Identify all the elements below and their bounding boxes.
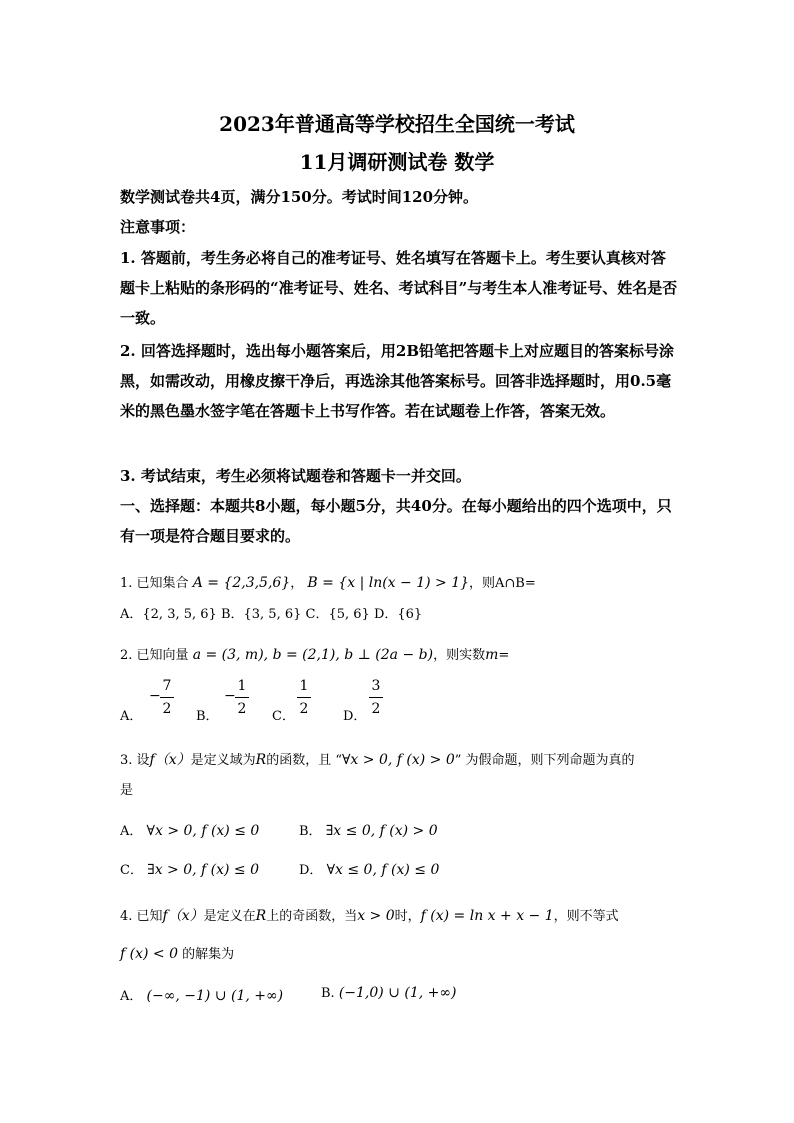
q1-line: [120, 572, 536, 591]
q4-text-c: 上的奇函数，当: [266, 909, 358, 924]
exam-title: 2023年普通高等学校招生全国统一考试: [219, 112, 575, 136]
q3-option-b-label: B．: [299, 824, 322, 839]
notice-title: 注意事项：: [120, 218, 196, 236]
q3-line-2: 是: [120, 783, 134, 798]
q4-text-2: 的解集为: [182, 947, 235, 962]
q1-prefix: 1. 已知集合: [120, 576, 189, 591]
intro-text: 数学测试卷共4页，满分150分。考试时间120分钟。: [120, 188, 479, 206]
q2-b-numerator: 1: [237, 678, 247, 694]
q3-option-d-expr: ∀x ≤ 0, f (x) ≤ 0: [326, 862, 440, 878]
q4-prefix: 4. 已知: [120, 909, 163, 924]
q3-option-d: [299, 859, 439, 878]
q3-prefix: 3. 设: [120, 753, 150, 768]
q4-option-b-expr: (−1,0) ∪ (1, +∞): [338, 985, 457, 1001]
q3-option-d-label: D．: [299, 863, 323, 878]
q2-a-sign: −: [149, 688, 161, 704]
q2-line: [120, 644, 509, 663]
q3-fx: f（x）: [149, 752, 191, 768]
q4-r: R: [255, 908, 267, 924]
q3-option-a-expr: ∀x > 0, f (x) ≤ 0: [146, 823, 260, 839]
q3-option-a-label: A．: [120, 824, 143, 839]
q4-text-b: 是定义在: [203, 909, 256, 924]
notice-1: 1. 答题前，考生务必将自己的准考证号、姓名填写在答题卡上。考生要认真核对答题卡上粘贴的条形码的“准考证号、姓名、考试科目”与考生本人准考证号、姓名是否一致。: [120, 249, 678, 327]
q2-label-d: D．: [343, 709, 367, 724]
q2-var: m: [485, 647, 499, 663]
q2-a-numerator: 7: [162, 678, 172, 694]
q2-c-fraction: [297, 677, 311, 718]
q2-eq: =: [498, 648, 510, 663]
q2-prefix: 2. 已知向量: [120, 648, 189, 663]
q2-label-a: A．: [120, 709, 143, 724]
q2-expr: a = (3, m), b = (2,1), b ⊥ (2a − b): [192, 647, 434, 663]
q2-a-fraction: [160, 677, 174, 718]
q4-option-a-label: A．: [120, 989, 143, 1004]
q4-option-b-label: B.: [321, 986, 335, 1001]
q2-c-denominator: 2: [299, 701, 309, 717]
q4-line-1: [120, 905, 619, 925]
q2-d-fraction: [369, 677, 383, 718]
exam-subtitle: 11月调研测试卷 数学: [299, 150, 495, 174]
q1-sep: ，: [290, 576, 304, 591]
q4-text-e: ，则不等式: [553, 909, 619, 924]
notice-2: 2. 回答选择题时，选出每小题答案后，用2B铅笔把答题卡上对应题目的答案标号涂黑，如需改动，用橡皮擦干净后，再选涂其他答案标号。回答非选择题时，用0.5毫米的黑色墨水签字笔在答题卡上书写作答。若在试题卷上作答，答案无效。: [120, 342, 675, 420]
q3-r: R: [255, 752, 267, 768]
q2-label-c: C．: [272, 709, 295, 724]
q2-d-numerator: 3: [371, 678, 381, 694]
q2-d-denominator: 2: [371, 701, 381, 717]
q4-function: f (x) = ln x + x − 1: [420, 908, 554, 924]
q3-option-c-label: C．: [120, 863, 143, 878]
q2-b-fraction: [235, 677, 249, 718]
q4-option-b: [321, 985, 457, 1001]
q4-inequality: f (x) < 0: [120, 946, 178, 962]
notice-3: 3. 考试结束，考生必须将试题卷和答题卡一并交回。: [120, 467, 471, 485]
q1-suffix: ，则A∩B=: [469, 576, 536, 591]
q4-option-a: [120, 985, 283, 1004]
q3-proposition: ∀x > 0, f (x) > 0: [341, 752, 455, 768]
q1-set-b: B = {x | ln(x − 1) > 1}: [307, 575, 470, 591]
q2-suffix: ，则实数: [433, 648, 486, 663]
section-1-heading: 一、选择题：本题共8小题，每小题5分，共40分。在每小题给出的四个选项中，只有一项是符合题目要求的。: [120, 497, 672, 545]
q3-text-b: 是定义域为: [190, 753, 256, 768]
q4-condition: x > 0: [357, 908, 395, 924]
q2-a-denominator: 2: [162, 701, 172, 717]
q2-label-b: B．: [196, 709, 219, 724]
q3-option-a: [120, 820, 259, 839]
q3-text-c: 的函数，且 “: [266, 753, 342, 768]
q4-line-2: [120, 943, 234, 962]
q2-b-denominator: 2: [237, 701, 247, 717]
q2-c-numerator: 1: [299, 678, 309, 694]
q3-option-b: [299, 820, 438, 839]
q4-option-a-expr: (−∞, −1) ∪ (1, +∞): [146, 988, 284, 1004]
q3-option-c-expr: ∃x > 0, f (x) ≤ 0: [147, 862, 260, 878]
q3-option-b-expr: ∃x ≤ 0, f (x) > 0: [325, 823, 438, 839]
q4-fx: f（x）: [162, 908, 204, 924]
q1-options: A．{2, 3, 5, 6} B．{3, 5, 6} C．{5, 6} D．{6}: [120, 607, 423, 622]
q3-line-1: [120, 749, 635, 769]
q3-option-c: [120, 859, 259, 878]
q4-text-d: 时，: [394, 909, 421, 924]
q3-text-d: ” 为假命题，则下列命题为真的: [454, 753, 635, 768]
q2-b-sign: −: [224, 688, 236, 704]
q1-set-a: A = {2,3,5,6}: [192, 575, 291, 591]
